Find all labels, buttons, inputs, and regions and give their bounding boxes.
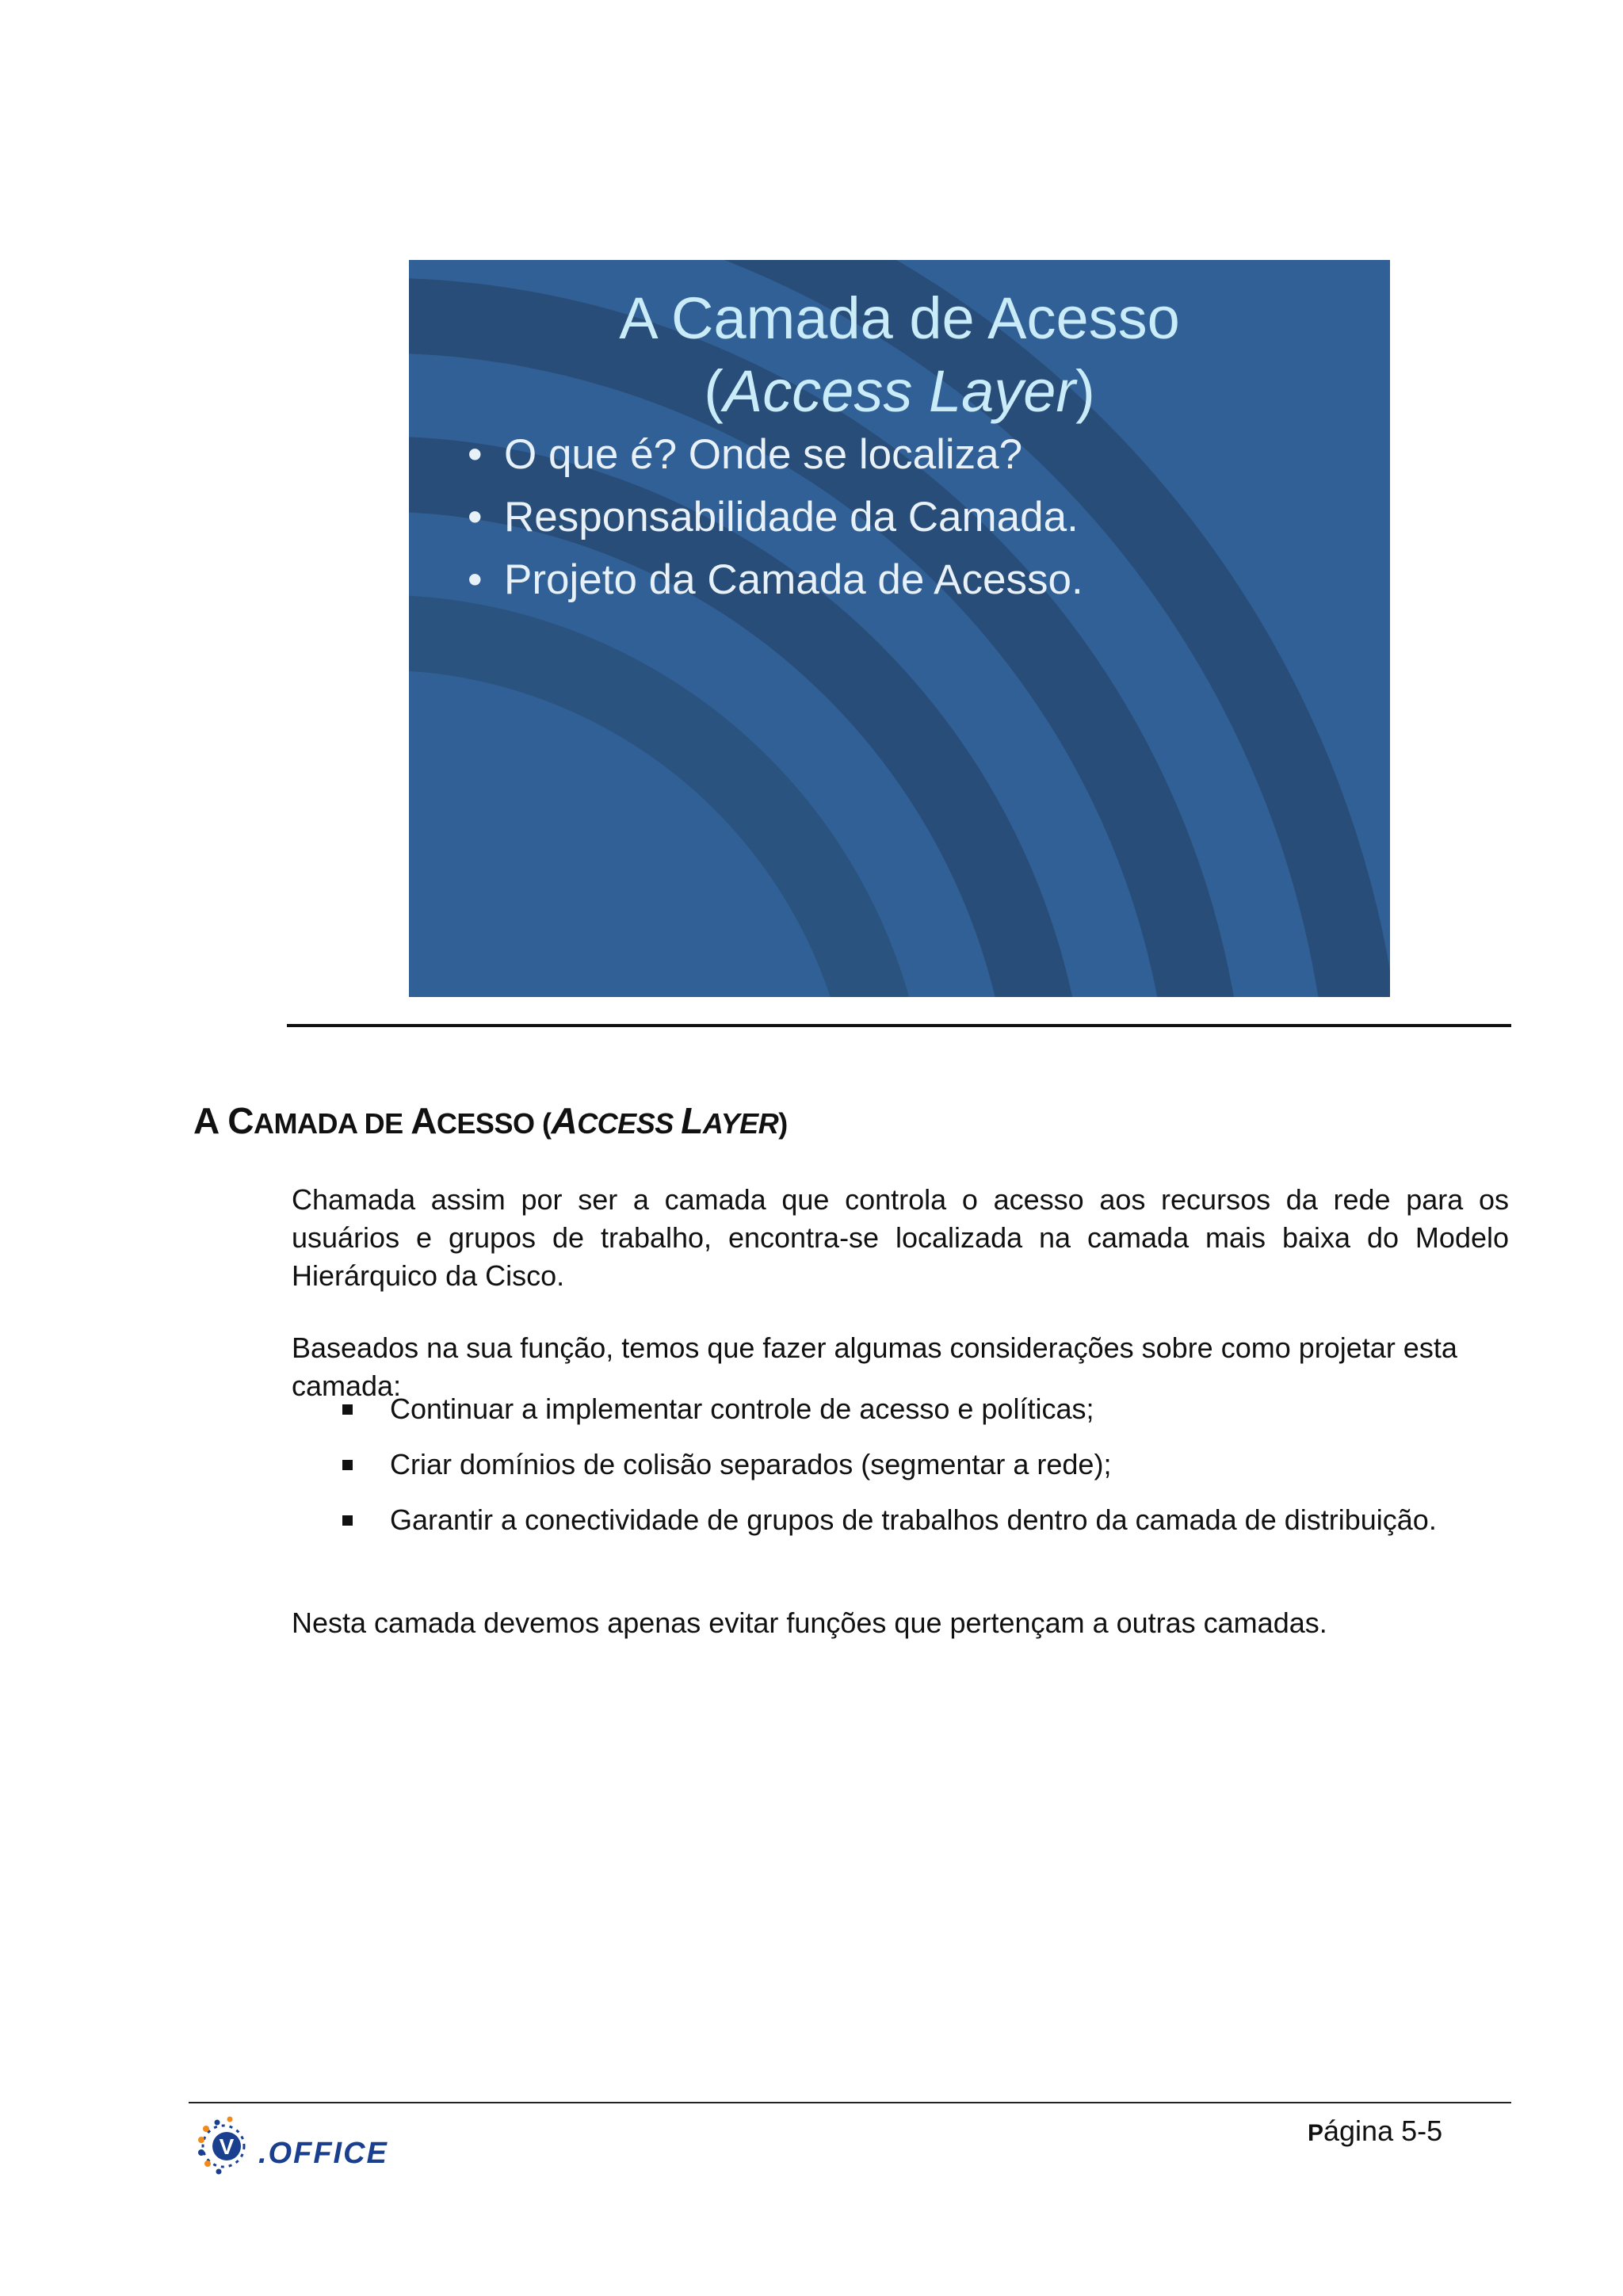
slide-title [409,282,1390,428]
body-paragraph: Chamada assim por ser a camada que controla o acesso aos recursos da rede para os usuários e grupos de trabalho, encontra-se localizada na camada mais baixa do Modelo Hierárquico da Cisco. [292,1183,1509,1292]
square-bullet-icon [342,1460,353,1470]
svg-text:V: V [219,2134,235,2159]
body-paragraph: Nesta camada devemos apenas evitar funções que pertençam a outras camadas. [292,1606,1327,1639]
slide-bullet: • O que é? Onde se localiza? [468,423,1083,486]
slide-bullet-list [468,423,1083,611]
page-number: Página 5-5 [1308,2115,1443,2147]
logo-wordmark: .OFFICE [258,2137,388,2170]
slide-image [409,260,1390,997]
section-heading: A CAMADA DE ACESSO (ACCESS LAYER) [193,1100,788,1141]
slide-title-line1: A Camada de Acesso [619,285,1180,351]
slide-bullet: • Projeto da Camada de Acesso. [468,548,1083,611]
square-bullet-icon [342,1404,353,1415]
list-item: Continuar a implementar controle de acesso e políticas; [292,1381,1437,1437]
square-bullet-icon [342,1515,353,1526]
list-item: Criar domínios de colisão separados (segmentar a rede); [292,1437,1437,1492]
slide-title-line2: (Access Layer) [704,358,1095,424]
section-divider [287,1024,1511,1027]
slide-bullet: • Responsabilidade da Camada. [468,486,1083,548]
list-item: Garantir a conectividade de grupos de trabalhos dentro da camada de distribuição. [292,1492,1437,1548]
body-bullet-list [292,1381,1437,1548]
footer-divider [189,2102,1511,2103]
body-paragraph: Baseados na sua função, temos que fazer algumas considerações sobre como projetar esta camada: [292,1331,1457,1402]
